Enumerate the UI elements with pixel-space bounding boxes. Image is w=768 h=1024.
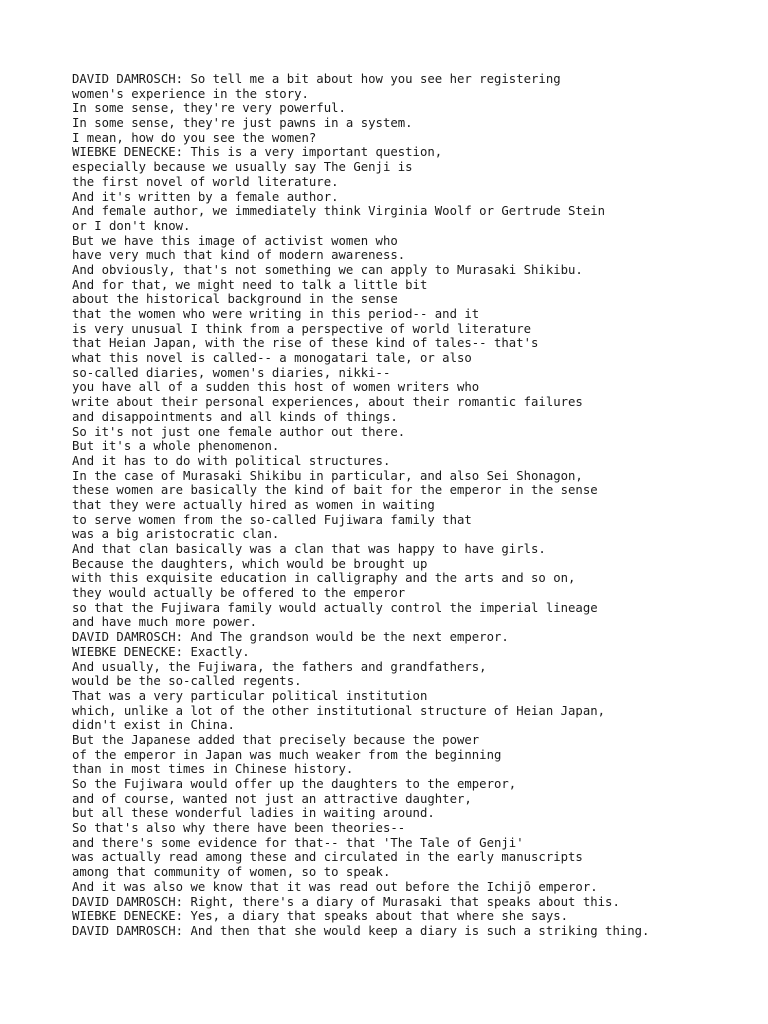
transcript-line: So that's also why there have been theories--	[72, 821, 406, 836]
transcript-line: that Heian Japan, with the rise of these kind of tales-- that's	[72, 336, 539, 351]
transcript-line: But it's a whole phenomenon.	[72, 439, 280, 454]
transcript-line: WIEBKE DENECKE: Exactly.	[72, 644, 250, 659]
transcript-line: was a big aristocratic clan.	[72, 527, 280, 542]
transcript-line: In some sense, they're just pawns in a system.	[72, 116, 413, 131]
transcript-line: these women are basically the kind of bait for the emperor in the sense	[72, 483, 598, 498]
transcript-line: And it was also we know that it was read out before the Ichijō emperor.	[72, 879, 598, 894]
transcript-line: or I don't know.	[72, 218, 191, 233]
transcript-line: and there's some evidence for that-- that 'The Tale of Genji'	[72, 835, 524, 850]
transcript-line: WIEBKE DENECKE: Yes, a diary that speaks about that where she says.	[72, 909, 569, 924]
transcript-line: and disappointments and all kinds of things.	[72, 409, 398, 424]
transcript-line: to serve women from the so-called Fujiwara family that	[72, 512, 472, 527]
transcript-line: So the Fujiwara would offer up the daughters to the emperor,	[72, 777, 517, 791]
transcript-line: But the Japanese added that precisely because the power	[72, 732, 480, 747]
transcript-line: In some sense, they're very powerful.	[72, 101, 346, 116]
transcript-line: write about their personal experiences, about their romantic failures	[72, 395, 583, 410]
transcript-line: But we have this image of activist women who	[72, 233, 398, 248]
transcript-line: In the case of Murasaki Shikibu in particular, and also Sei Shonagon,	[72, 468, 583, 483]
transcript-line: was actually read among these and circulated in the early manuscripts	[72, 850, 583, 865]
transcript-line: And it has to do with political structures.	[72, 453, 391, 468]
transcript-line: women's experience in the story.	[72, 86, 309, 101]
transcript-line: you have all of a sudden this host of women writers who	[72, 380, 480, 395]
transcript-line: So it's not just one female author out there.	[72, 424, 406, 439]
transcript-line: And usually, the Fujiwara, the fathers and grandfathers,	[72, 659, 487, 674]
transcript-line: than in most times in Chinese history.	[72, 762, 354, 777]
transcript-line: DAVID DAMROSCH: So tell me a bit about how you see her registering	[72, 72, 561, 86]
transcript-line: And obviously, that's not something we can apply to Murasaki Shikibu.	[72, 262, 583, 277]
transcript-text	[72, 72, 752, 939]
transcript-line: and of course, wanted not just an attractive daughter,	[72, 791, 472, 806]
transcript-line: the first novel of world literature.	[72, 174, 339, 189]
transcript-line: would be the so-called regents.	[72, 674, 302, 689]
transcript-line: of the emperor in Japan was much weaker from the beginning	[72, 747, 502, 762]
transcript-line: and have much more power.	[72, 615, 258, 630]
transcript-line: that the women who were writing in this period-- and it	[72, 307, 480, 321]
transcript-line: And for that, we might need to talk a little bit	[72, 277, 428, 292]
transcript-line: DAVID DAMROSCH: Right, there's a diary of Murasaki that speaks about this.	[72, 894, 620, 909]
transcript-line: Because the daughters, which would be brought up	[72, 556, 428, 571]
transcript-line: WIEBKE DENECKE: This is a very important question,	[72, 145, 443, 160]
transcript-line: have very much that kind of modern awareness.	[72, 248, 406, 263]
transcript-line: among that community of women, so to speak.	[72, 865, 391, 880]
transcript-line: about the historical background in the sense	[72, 292, 398, 307]
transcript-line: so that the Fujiwara family would actually control the imperial lineage	[72, 600, 598, 615]
transcript-line: I mean, how do you see the women?	[72, 130, 317, 145]
transcript-line: what this novel is called-- a monogatari tale, or also	[72, 351, 472, 366]
transcript-line: That was a very particular political institution	[72, 688, 428, 703]
transcript-line: they would actually be offered to the emperor	[72, 586, 406, 601]
transcript-line: didn't exist in China.	[72, 718, 235, 733]
transcript-line: so-called diaries, women's diaries, nikki--	[72, 365, 391, 380]
transcript-line: but all these wonderful ladies in waiting around.	[72, 806, 435, 821]
transcript-line: And female author, we immediately think Virginia Woolf or Gertrude Stein	[72, 204, 606, 219]
transcript-line: that they were actually hired as women in waiting	[72, 497, 435, 512]
transcript-line: DAVID DAMROSCH: And then that she would keep a diary is such a striking thing.	[72, 923, 650, 938]
transcript-line: with this exquisite education in calligraphy and the arts and so on,	[72, 571, 576, 586]
transcript-line: is very unusual I think from a perspective of world literature	[72, 321, 532, 336]
transcript-line: which, unlike a lot of the other institutional structure of Heian Japan,	[72, 703, 606, 718]
transcript-line: especially because we usually say The Genji is	[72, 160, 413, 175]
transcript-line: DAVID DAMROSCH: And The grandson would be the next emperor.	[72, 630, 509, 645]
transcript-line: And it's written by a female author.	[72, 189, 339, 204]
transcript-line: And that clan basically was a clan that was happy to have girls.	[72, 542, 546, 556]
